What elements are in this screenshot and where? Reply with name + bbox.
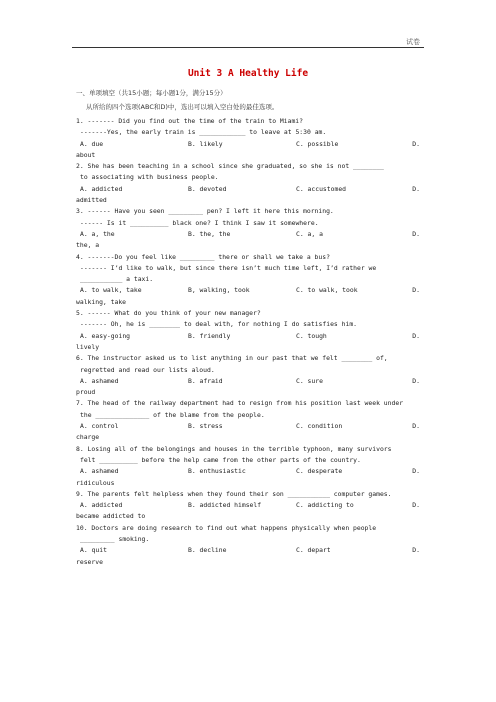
option-d: D. [412, 229, 420, 238]
option-d-text: proud [76, 388, 96, 397]
question-stem-line: 9. The parents felt helpless when they found their son ___________ computer games. [76, 489, 392, 498]
options-row [76, 466, 420, 477]
option-d: D. [412, 139, 420, 148]
option-d: D. [412, 546, 420, 555]
option-c: C. to walk, took [296, 286, 358, 295]
question-stem-line: 7. The head of the railway department had to resign from his position last week under [76, 399, 404, 408]
options-row [76, 500, 420, 511]
option-d-text: charge [76, 433, 100, 442]
option-d: D. [412, 286, 420, 295]
option-a: A. quit [80, 546, 107, 555]
option-a: A. control [80, 422, 119, 431]
question-stem-line: regretted and read our lists aloud. [80, 365, 215, 374]
option-d-text: became addicted to [76, 512, 146, 521]
question-stem-line: 6. The instructor asked us to list anything in our past that we felt ________ of, [76, 354, 388, 363]
option-d-text: walking, take [76, 297, 127, 306]
page-header-label: 试卷 [406, 38, 420, 46]
option-d: D. [412, 331, 420, 340]
options-row [76, 229, 420, 240]
options-row [76, 421, 420, 432]
option-b: B. afraid [188, 376, 223, 385]
question-list [76, 116, 420, 568]
option-c: C. depart [296, 546, 331, 555]
option-a: A. addicted [80, 501, 123, 510]
option-d-text: ridiculous [76, 478, 115, 487]
option-a: A. easy-going [80, 331, 131, 340]
option-d: D. [412, 467, 420, 476]
question-stem-line: 5. ------ What do you think of your new manager? [76, 309, 261, 318]
question-item [76, 206, 420, 251]
question-stem-line: ------- I’d like to walk, but since there isn’t much time left, I’d rather we [80, 263, 377, 272]
question-stem-line: 3. ------ Have you seen _________ pen? I left it here this morning. [76, 207, 334, 216]
option-b: B. friendly [188, 331, 231, 340]
options-row [76, 331, 420, 342]
option-b: B. the, the [188, 229, 231, 238]
option-a: A. to walk, take [80, 286, 142, 295]
question-item [76, 444, 420, 489]
option-b: B. likely [188, 139, 223, 148]
option-d: D. [412, 184, 420, 193]
question-stem-line: ___________ a taxi. [80, 275, 154, 284]
section-heading: 一、单项填空（共15小题；每小题1分，满分15分） [76, 89, 227, 97]
question-item [76, 252, 420, 308]
question-stem-line: -------Yes, the early train is ____________ to leave at 5:30 am. [80, 128, 327, 137]
options-row [76, 545, 420, 556]
option-c: C. condition [296, 422, 343, 431]
option-d-text: reserve [76, 557, 103, 566]
option-c: C. accustomed [296, 184, 347, 193]
question-stem-line: _________ smoking. [80, 534, 150, 543]
question-item [76, 308, 420, 353]
question-stem-line: to associating with business people. [80, 173, 219, 182]
option-c: C. sure [296, 376, 323, 385]
options-row [76, 184, 420, 195]
option-a: A. due [80, 139, 104, 148]
option-a: A. a, the [80, 229, 115, 238]
option-b: B, walking, took [188, 286, 250, 295]
option-b: B. stress [188, 422, 223, 431]
question-item [76, 398, 420, 443]
question-stem-line: 1. ------- Did you find out the time of the train to Miami? [76, 117, 304, 125]
option-a: A. addicted [80, 184, 123, 193]
options-row [76, 376, 420, 387]
option-c: C. a, a [296, 229, 323, 238]
question-stem-line: 10. Doctors are doing research to find out what happens physically when people [76, 523, 377, 532]
options-row [76, 285, 420, 296]
question-stem-line: ------ Is it __________ black one? I think I saw it somewhere. [80, 218, 319, 227]
option-c: C. tough [296, 331, 327, 340]
question-stem-line: felt __________ before the help came from the other parts of the country. [80, 455, 361, 464]
option-c: C. addicting to [296, 501, 354, 510]
option-c: C. possible [296, 139, 339, 148]
option-d-text: lively [76, 342, 100, 351]
option-b: B. decline [188, 546, 227, 555]
question-item [76, 489, 420, 523]
option-c: C. desperate [296, 467, 343, 476]
option-d-text: the, a [76, 241, 100, 250]
option-d-text: admitted [76, 196, 107, 205]
question-stem-line: 8. Losing all of the belongings and houses in the terrible typhoon, many survivors [76, 444, 392, 453]
option-b: B. addicted himself [188, 501, 262, 510]
option-d-text: about [76, 150, 96, 159]
question-stem-line: the ______________ of the blame from the people. [80, 410, 265, 419]
question-item [76, 161, 420, 206]
question-item [76, 523, 420, 568]
header-divider [72, 47, 424, 48]
question-item [76, 353, 420, 398]
page-title: Unit 3 A Healthy Life [187, 68, 309, 79]
option-b: B. devoted [188, 184, 227, 193]
options-row [76, 139, 420, 150]
option-b: B. enthusiastic [188, 467, 246, 476]
question-item [76, 116, 420, 161]
option-a: A. ashamed [80, 376, 119, 385]
option-d: D. [412, 501, 420, 510]
option-a: A. ashamed [80, 467, 119, 476]
question-stem-line: 4. -------Do you feel like _________ there or shall we take a bus? [76, 252, 330, 261]
question-stem-line: 2. She has been teaching in a school since she graduated, so she is not ________ [76, 162, 384, 171]
question-stem-line: ------- Oh, he is ________ to deal with, for nothing I do satisfies him. [80, 320, 358, 329]
option-d: D. [412, 422, 420, 431]
option-d: D. [412, 376, 420, 385]
instruction-text: 从所给的四个选项(ABC和D)中，选出可以填入空白处的最佳选项。 [86, 103, 279, 111]
